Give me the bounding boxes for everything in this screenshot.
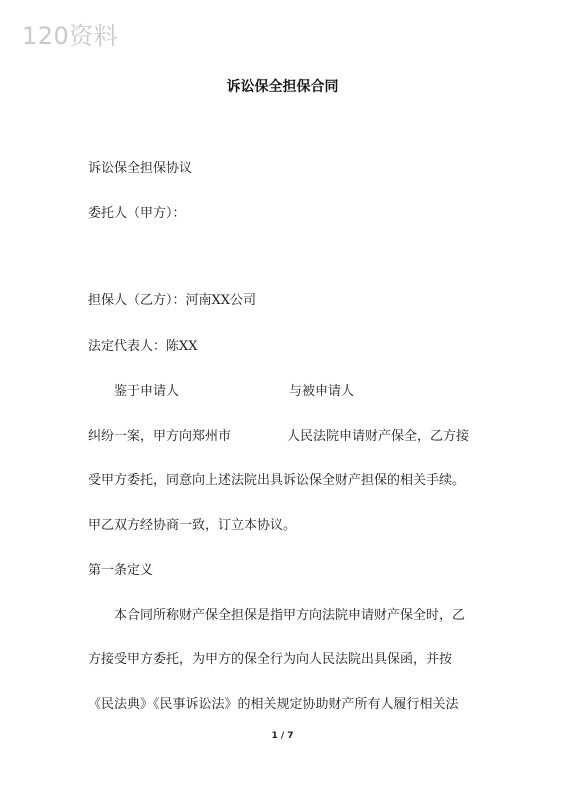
dispute-part-2: 人民法院申请财产保全，乙方接 (287, 429, 470, 444)
paragraph-whereas (114, 383, 354, 401)
page-indicator: 1 / 7 (271, 731, 294, 741)
paragraph-guarantor: 担保人（乙方）：河南XX公司 (88, 293, 257, 308)
paragraph-definition-1: 本合同所称财产保全担保是指甲方向法院申请财产保全时，乙 (114, 608, 466, 623)
paragraph-definition-2: 方接受甲方委托，为甲方的保全行为向人民法院出具保函，并按 (88, 652, 453, 667)
watermark-logo: 120资料 (22, 22, 119, 50)
dispute-part-1: 纠纷一案，甲方向郑州市 (88, 429, 232, 444)
whereas-applicant: 鉴于申请人 (114, 384, 180, 399)
paragraph-principal: 委托人（甲方）： (88, 206, 186, 221)
paragraph-definition-3: 《民法典》《民事诉讼法》的相关规定协助财产所有人履行相关法 (88, 697, 459, 712)
paragraph-legal-representative: 法定代表人：陈XX (88, 339, 198, 354)
paragraph-dispute (88, 428, 469, 446)
paragraph-consensus: 甲乙双方经协商一致，订立本协议。 (88, 518, 297, 533)
whereas-respondent: 与被申请人 (289, 384, 355, 399)
paragraph-entrustment: 受甲方委托，同意向上述法院出具诉讼保全财产担保的相关手续。 (88, 473, 466, 488)
document-title: 诉讼保全担保合同 (226, 79, 339, 95)
paragraph-agreement-name: 诉讼保全担保协议 (88, 161, 193, 176)
section-heading-definition: 第一条定义 (88, 563, 154, 578)
